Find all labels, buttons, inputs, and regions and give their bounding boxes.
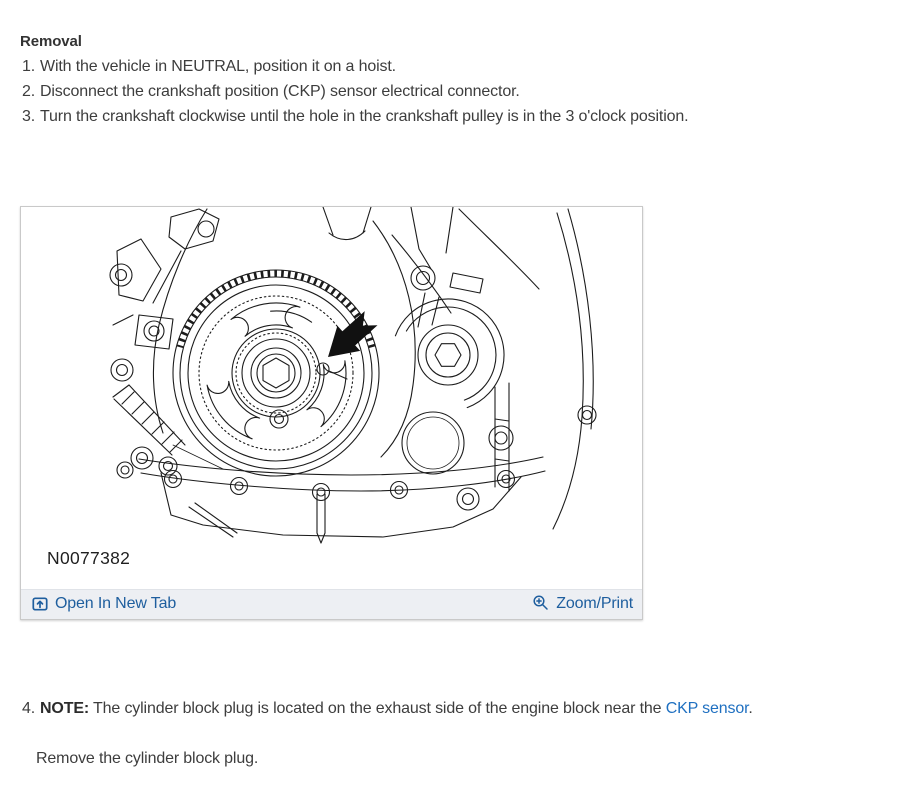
step-number: 3. [21, 108, 35, 125]
step-3 [20, 108, 688, 126]
step-number: 4. [21, 700, 35, 717]
open-in-new-tab-label: Open In New Tab [55, 595, 177, 612]
figure-footer [21, 589, 642, 619]
note-text: The cylinder block plug is located on the exhaust side of the engine block near the [89, 700, 666, 717]
section-heading: Removal [20, 33, 82, 50]
zoom-print-label: Zoom/Print [556, 595, 633, 612]
figure-label: N0077382 [47, 548, 131, 568]
step-4-note [20, 700, 753, 718]
step-1 [20, 58, 396, 76]
step-text: Disconnect the crankshaft position (CKP) sensor electrical connector. [40, 83, 520, 100]
step-2 [20, 83, 520, 101]
open-in-new-tab-icon [32, 596, 48, 612]
figure-panel [20, 206, 643, 620]
step-text: With the vehicle in NEUTRAL, position it on a hoist. [40, 58, 396, 75]
step-number: 1. [21, 58, 35, 75]
note-text-end: . [748, 700, 753, 717]
open-in-new-tab-link[interactable] [32, 595, 176, 613]
ckp-sensor-link[interactable]: CKP sensor [665, 700, 749, 717]
magnifier-plus-icon [532, 594, 549, 611]
followup-instruction: Remove the cylinder block plug. [36, 750, 259, 767]
step-number: 2. [21, 83, 35, 100]
step-text: Turn the crankshaft clockwise until the hole in the crankshaft pulley is in the 3 o'clock position. [40, 108, 689, 125]
zoom-print-link[interactable] [532, 594, 633, 615]
black-arrow-pointer [328, 311, 378, 357]
note-label: NOTE: [40, 700, 90, 717]
engine-diagram [21, 207, 642, 589]
